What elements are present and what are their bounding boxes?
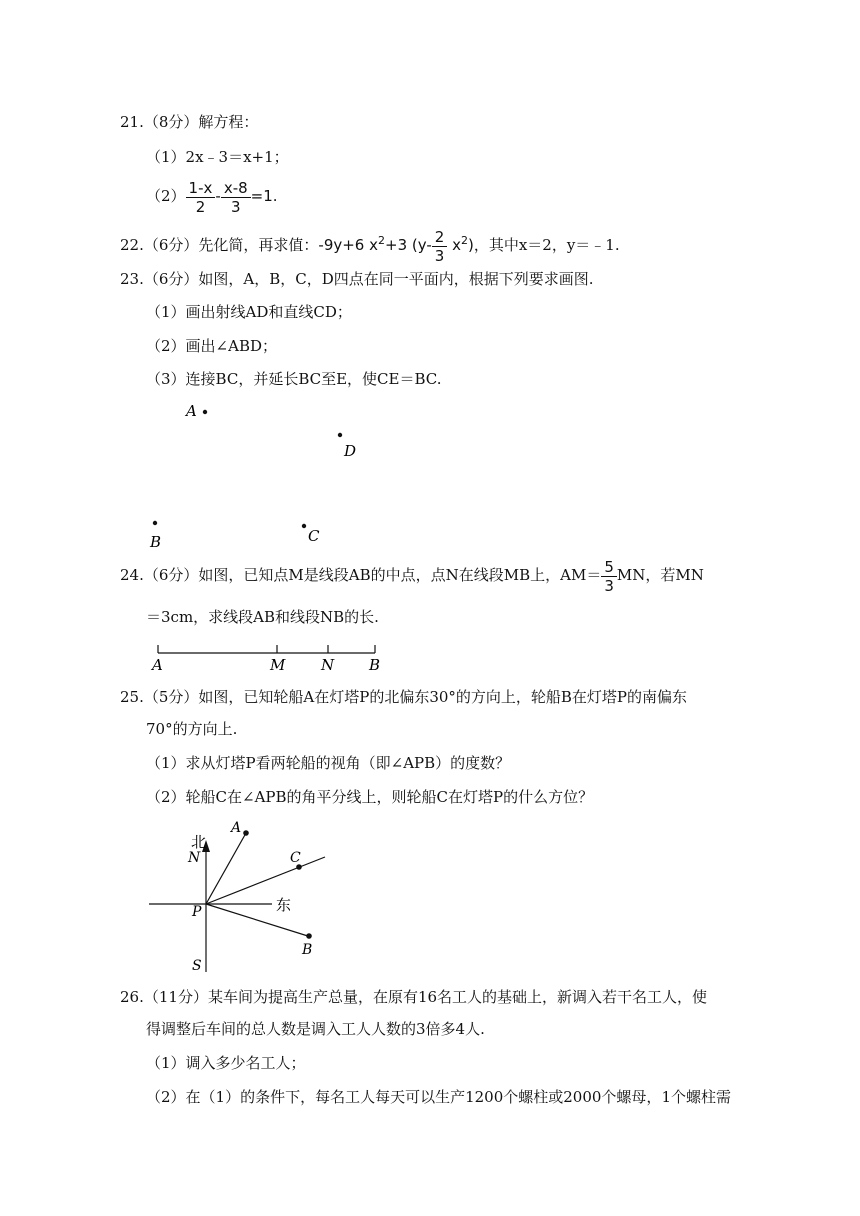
east-cn-label: 东 [276,896,292,914]
q22-tail: ，其中x＝2，y＝﹣1. [473,236,620,254]
q25-line2: 70°的方向上. [146,720,238,738]
q24-frac-num: 5 [601,558,617,577]
q22-expr-a: -9y+6 x [318,236,378,254]
q23-part3: （3）连接BC，并延长BC至E，使CE＝BC. [146,370,442,388]
q26-part1: （1）调入多少名工人； [146,1054,306,1072]
q26-line2: 得调整后车间的总人数是调入工人人数的3倍多4人. [146,1020,485,1038]
q24-frac-den: 3 [604,576,614,595]
q26-part2: （2）在（1）的条件下，每名工人每天可以生产1200个螺柱或2000个螺母，1个螺柱需 [146,1088,731,1106]
q21-tail: =1. [250,187,278,205]
q26-line1: 26.（11分）某车间为提高生产总量，在原有16名工人的基础上，新调入若干名工人，使 [120,988,708,1006]
a-label: A [231,820,242,836]
label-n: N [321,656,335,674]
point-d-label: D [344,442,357,460]
p-label: P [192,904,202,920]
q22-expr-b: +3 (y- [385,236,432,254]
ship-a-dot [243,830,249,836]
q22-exp1: 2 [378,234,385,247]
ray-pb [206,904,311,937]
q21-minus: - [215,187,221,205]
north-label: N [188,850,201,866]
b-label: B [302,942,313,958]
q23-part2: （2）画出∠ABD； [146,337,277,355]
point-a-label: A [186,402,197,420]
q25-part2: （2）轮船C在∠APB的角平分线上，则轮船C在灯塔P的什么方位？ [146,788,594,806]
q21-part2-label: （2） [146,187,186,205]
q24-line1-b: MN，若MN [616,566,704,584]
point-c-label: C [308,527,320,545]
q21-part1: （1）2x﹣3＝x+1； [146,148,289,166]
q21-frac2-den: 3 [230,197,241,216]
q22-expr-d: ) [467,236,474,254]
q22-lead: 22.（6分）先化简，再求值： [120,236,319,254]
q22-frac-num: 2 [432,228,448,247]
ray-pc [206,857,325,904]
q22-expr-c: x [447,236,461,254]
q24-line2: ＝3cm，求线段AB和线段NB的长. [146,608,379,626]
q25-line1: 25.（5分）如图，已知轮船A在灯塔P的北偏东30°的方向上，轮船B在灯塔P的南偏东 [120,688,688,706]
label-m: M [270,656,286,674]
label-b: B [369,656,381,674]
point-b-label: B [150,533,162,551]
south-label: S [192,958,202,974]
q23-part1: （1）画出射线AD和直线CD； [146,303,352,321]
north-cn-label: 北 [191,833,207,851]
q21-title: 21.（8分）解方程： [120,113,259,131]
label-a: A [152,656,163,674]
ray-pa [206,833,246,904]
q21-frac1-num: 1-x [186,179,216,198]
q21-frac1-den: 2 [195,197,206,216]
q21-frac2-num: x-8 [221,179,251,198]
q24-line1-a: 24.（6分）如图，已知点M是线段AB的中点，点N在线段MB上，AM＝ [120,566,602,584]
ship-b-dot [306,933,312,939]
c-label: C [290,850,301,866]
q22-exp2: 2 [460,234,468,247]
q25-part1: （1）求从灯塔P看两轮船的视角（即∠APB）的度数？ [146,754,511,772]
q22-frac-den: 3 [434,246,445,265]
q23-title: 23.（6分）如图，A，B，C，D四点在同一平面内，根据下列要求画图. [120,270,594,288]
